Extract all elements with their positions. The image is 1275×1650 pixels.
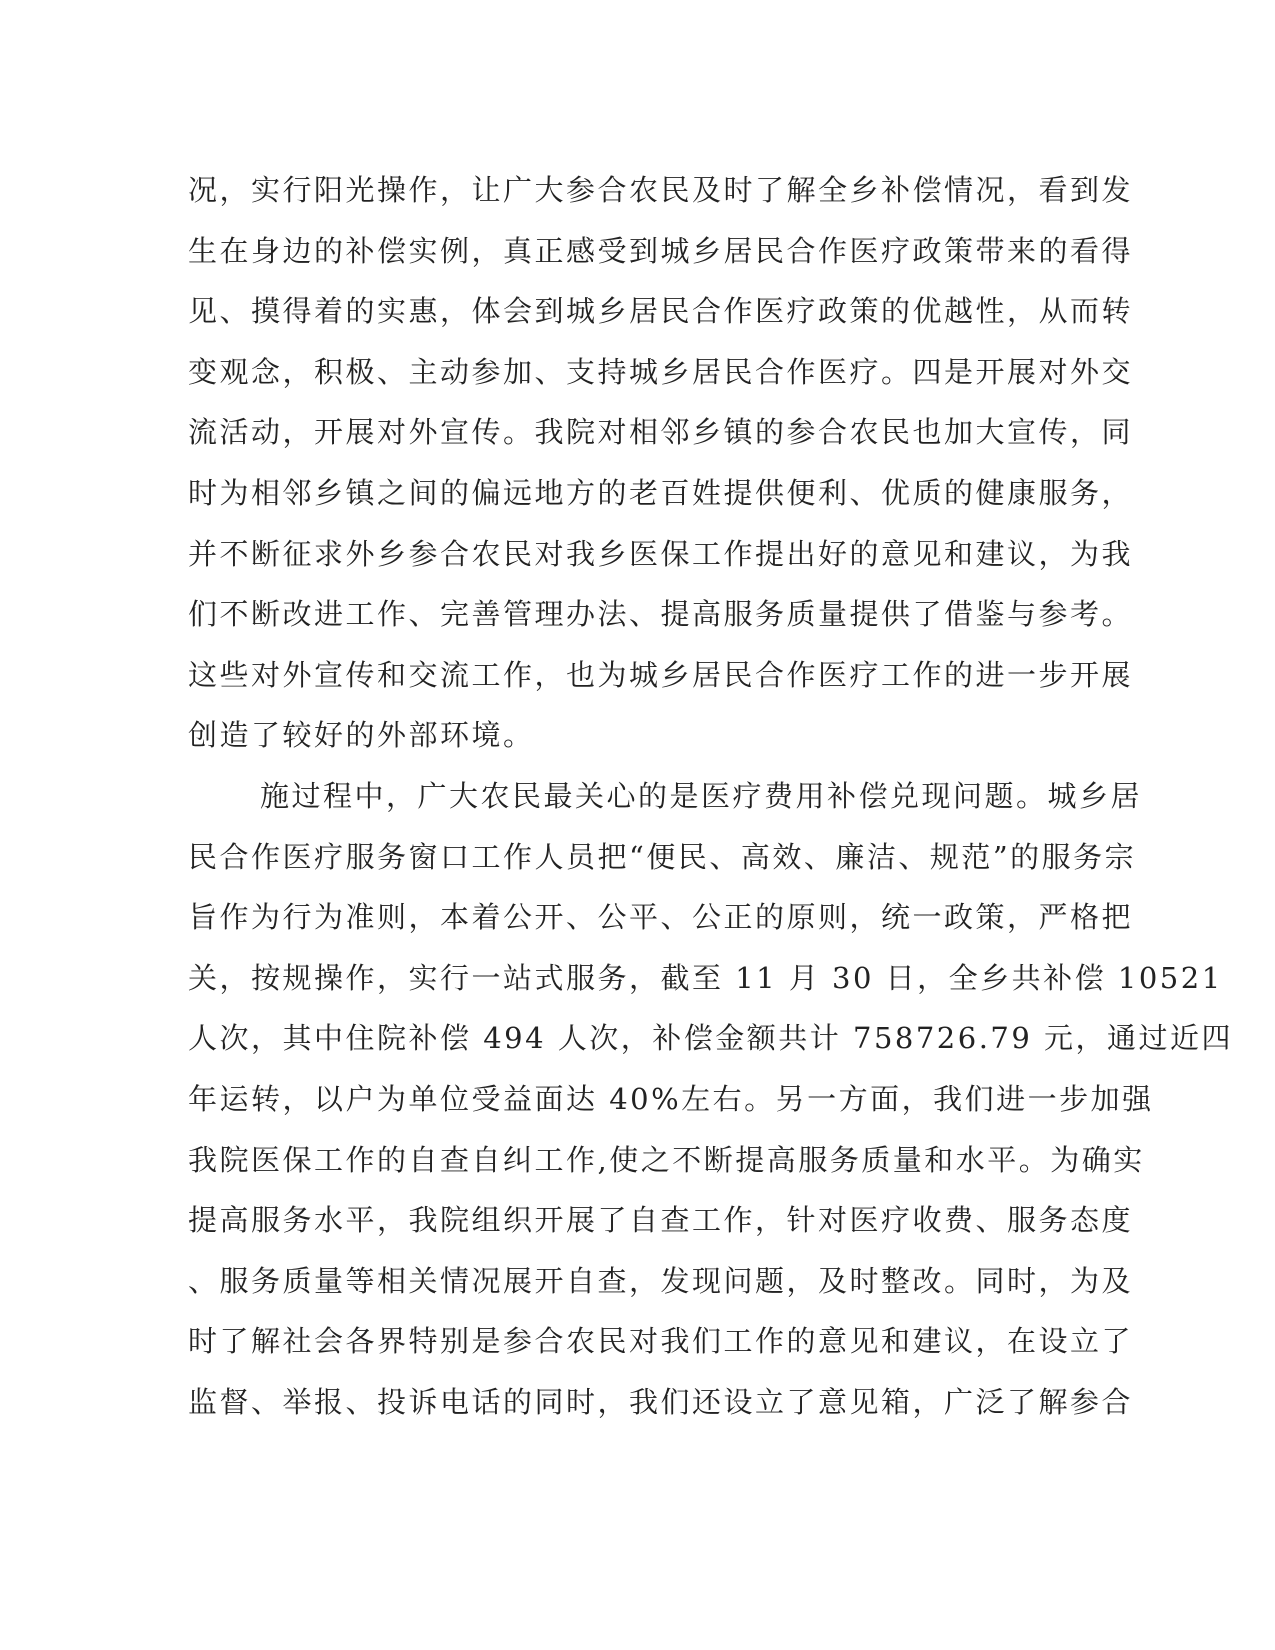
body-text — [188, 160, 1234, 1432]
text-line: 年运转，以户为单位受益面达 40%左右。另一方面，我们进一步加强 — [188, 1081, 1154, 1116]
text-line: 时了解社会各界特别是参合农民对我们工作的意见和建议，在设立了 — [188, 1324, 1134, 1359]
text-line: 关，按规操作，实行一站式服务，截至 11 月 30 日，全乡共补偿 10521 — [188, 960, 1223, 995]
text-line: 生在身边的补偿实例，真正感受到城乡居民合作医疗政策带来的看得 — [188, 233, 1134, 268]
text-line: 这些对外宣传和交流工作，也为城乡居民合作医疗工作的进一步开展 — [188, 657, 1134, 692]
text-line: 民合作医疗服务窗口工作人员把“便民、高效、廉洁、规范”的服务宗 — [188, 839, 1137, 874]
text-line: 并不断征求外乡参合农民对我乡医保工作提出好的意见和建议，为我 — [188, 536, 1134, 571]
text-line: 旨作为行为准则，本着公开、公平、公正的原则，统一政策，严格把 — [188, 900, 1134, 935]
text-line: 创造了较好的外部环境。 — [188, 718, 535, 753]
text-line: 见、摸得着的实惠，体会到城乡居民合作医疗政策的优越性，从而转 — [188, 294, 1134, 329]
text-line: 提高服务水平，我院组织开展了自查工作，针对医疗收费、服务态度 — [188, 1203, 1134, 1238]
paragraph-first-line: 施过程中，广大农民最关心的是医疗费用补偿兑现问题。城乡居 — [260, 778, 1143, 813]
text-line: 变观念，积极、主动参加、支持城乡居民合作医疗。四是开展对外交 — [188, 354, 1134, 389]
text-line: 况，实行阳光操作，让广大参合农民及时了解全乡补偿情况，看到发 — [188, 173, 1134, 207]
text-line: 监督、举报、投诉电话的同时，我们还设立了意见箱，广泛了解参合 — [188, 1384, 1134, 1419]
text-line: 我院医保工作的自查自纠工作,使之不断提高服务质量和水平。为确实 — [188, 1142, 1145, 1177]
text-line: 们不断改进工作、完善管理办法、提高服务质量提供了借鉴与参考。 — [188, 597, 1134, 632]
text-line: 人次，其中住院补偿 494 人次，补偿金额共计 758726.79 元，通过近四 — [188, 1021, 1234, 1056]
text-line: 时为相邻乡镇之间的偏远地方的老百姓提供便利、优质的健康服务， — [188, 475, 1134, 510]
text-line: 、服务质量等相关情况展开自查，发现问题，及时整改。同时，为及 — [188, 1263, 1134, 1298]
text-line: 流活动，开展对外宣传。我院对相邻乡镇的参合农民也加大宣传，同 — [188, 415, 1134, 450]
